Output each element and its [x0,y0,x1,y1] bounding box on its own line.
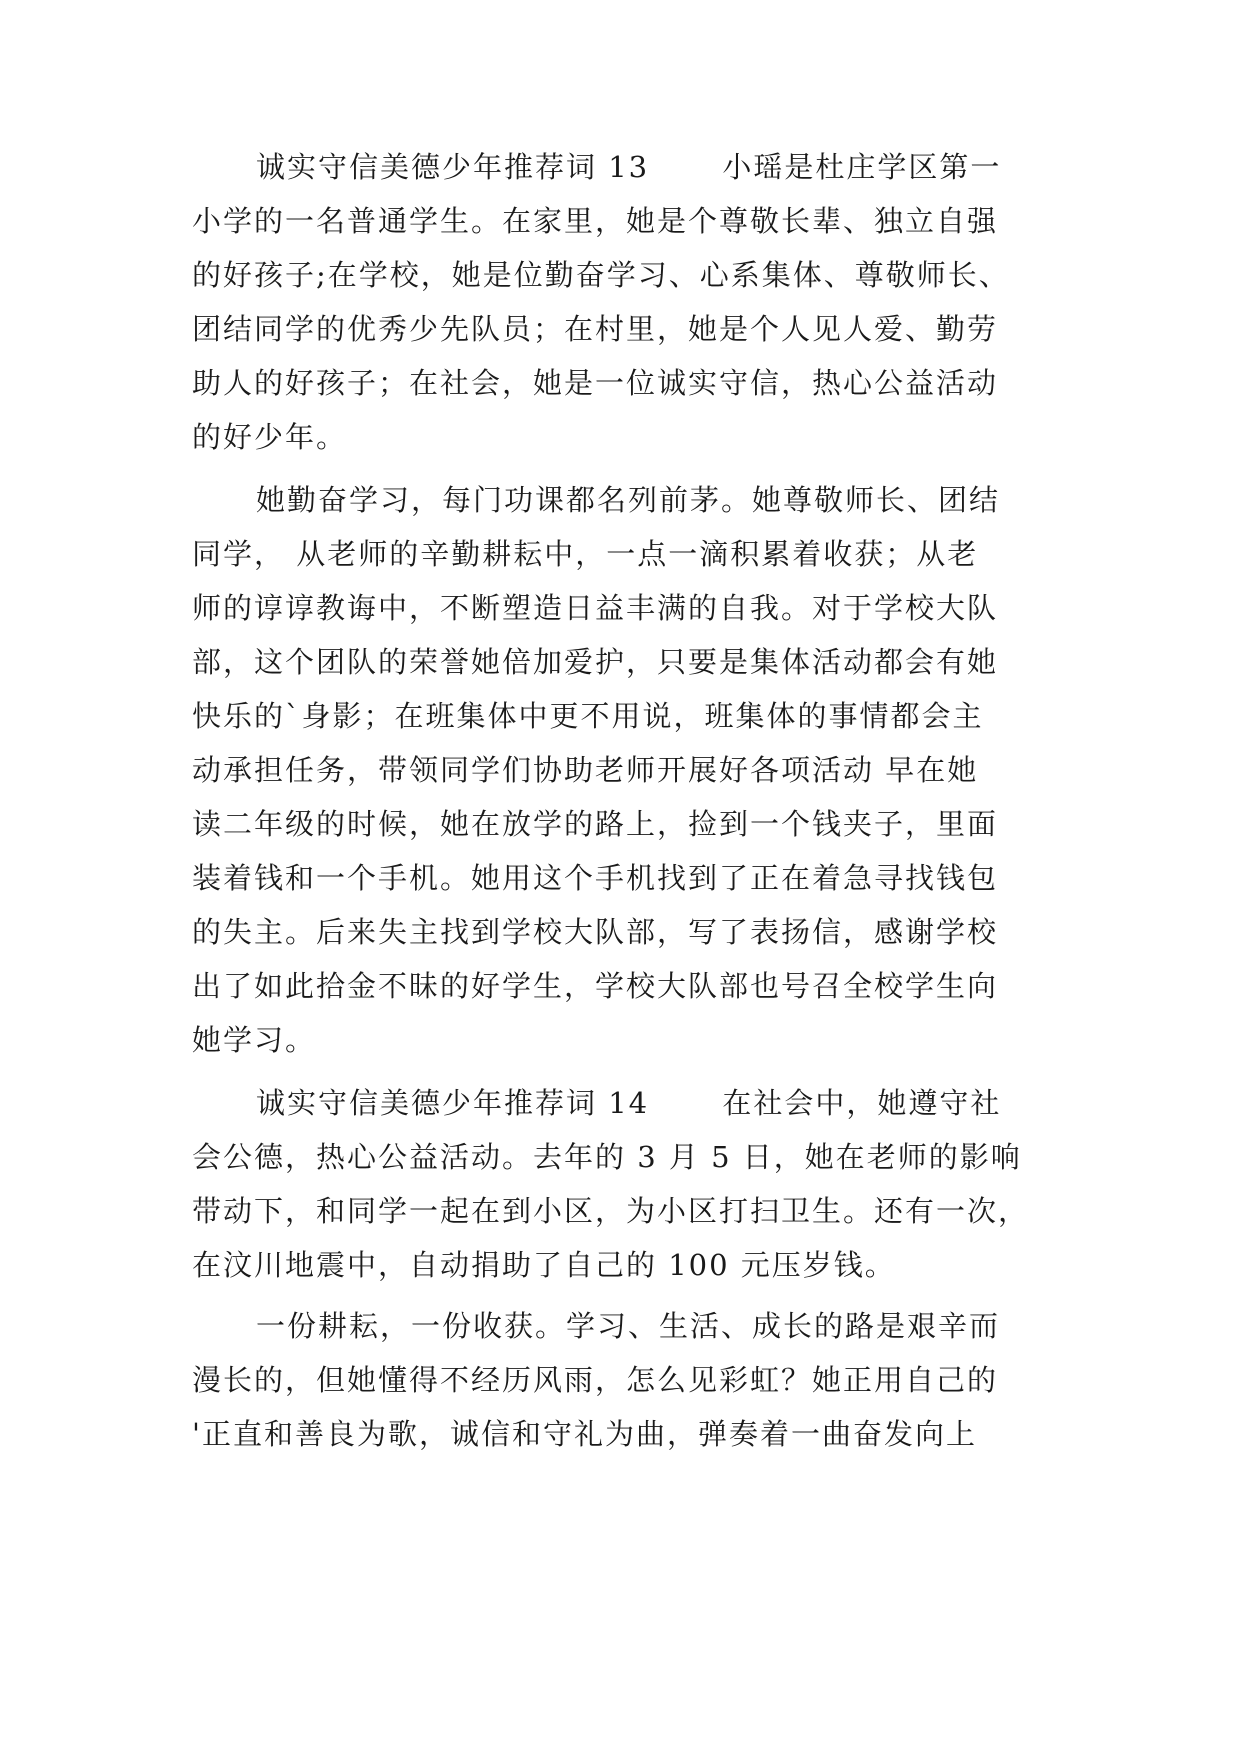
text-line: 出了如此拾金不昧的好学生，学校大队部也号召全校学生向 [192,969,999,1003]
text-line: 助人的好孩子；在社会，她是一位诚实守信，热心公益活动 [192,366,999,400]
text-line: 诚实守信美德少年推荐词 13 小瑶是杜庄学区第一 [256,150,1002,184]
text-line: 她勤奋学习，每门功课都名列前茅。她尊敬师长、团结 [256,483,1001,517]
text-line: 同学， 从老师的辛勤耕耘中，一点一滴积累着收获；从老 [192,537,979,571]
text-line: 她学习。 [192,1023,317,1057]
text-line: 带动下，和同学一起在到小区，为小区打扫卫生。还有一次， [192,1194,1030,1228]
text-line: 的好少年。 [192,420,348,454]
text-line: 师的谆谆教诲中，不断塑造日益丰满的自我。对于学校大队 [192,591,999,625]
text-line: 读二年级的时候，她在放学的路上，捡到一个钱夹子，里面 [192,807,999,841]
text-line: 部，这个团队的荣誉她倍加爱护，只要是集体活动都会有她 [192,645,999,679]
text-line: 动承担任务，带领同学们协助老师开展好各项活动 早在她 [192,753,979,787]
text-line: 诚实守信美德少年推荐词 14 在社会中，她遵守社 [256,1086,1002,1120]
text-line: 会公德，热心公益活动。去年的 3 月 5 日，她在老师的影响 [192,1140,1022,1174]
text-line: 在汶川地震中，自动捐助了自己的 100 元压岁钱。 [192,1248,896,1282]
text-line: 团结同学的优秀少先队员；在村里，她是个人见人爱、勤劳 [192,312,999,346]
text-line: 的好孩子;在学校，她是位勤奋学习、心系集体、尊敬师长、 [192,258,1010,292]
text-line: 漫长的，但她懂得不经历风雨，怎么见彩虹？她正用自己的 [192,1363,999,1397]
text-line: 装着钱和一个手机。她用这个手机找到了正在着急寻找钱包 [192,861,999,895]
text-line: 小学的一名普通学生。在家里，她是个尊敬长辈、独立自强 [192,204,999,238]
text-line: 快乐的`身影；在班集体中更不用说，班集体的事情都会主 [192,699,984,733]
text-line: '正直和善良为歌，诚信和守礼为曲，弹奏着一曲奋发向上 [192,1417,977,1451]
text-line: 的失主。后来失主找到学校大队部，写了表扬信，感谢学校 [192,915,999,949]
text-line: 一份耕耘，一份收获。学习、生活、成长的路是艰辛而 [256,1309,1001,1343]
